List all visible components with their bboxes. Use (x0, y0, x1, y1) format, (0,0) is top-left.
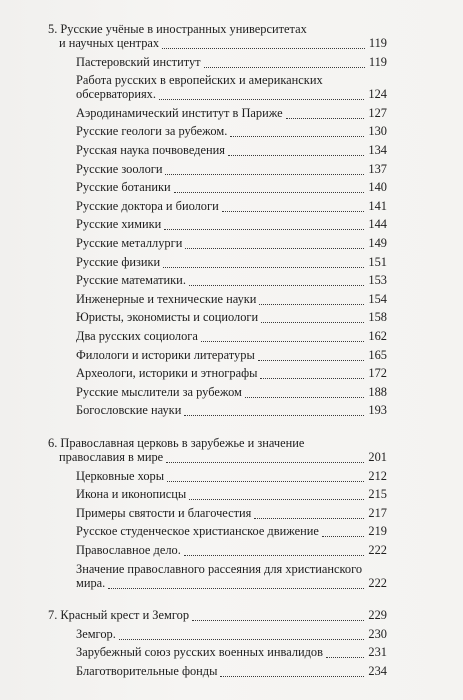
toc-line (0, 217, 463, 231)
toc-line (0, 645, 463, 659)
toc-entry-title: Юристы, экономисты и социологи (76, 310, 259, 325)
dot-leader (162, 48, 365, 49)
toc-subentry (0, 162, 463, 176)
dot-leader (189, 499, 364, 500)
toc-page-number: 165 (368, 347, 387, 362)
dot-leader (261, 322, 364, 323)
dot-leader (204, 67, 365, 68)
toc-page-number: 137 (368, 161, 387, 176)
toc-page-number: 217 (368, 505, 387, 520)
toc-page-number: 119 (368, 36, 387, 50)
toc-page-number: 158 (368, 310, 387, 325)
toc-subentry (0, 180, 463, 194)
toc-subentry (0, 292, 463, 306)
dot-leader (108, 588, 364, 589)
toc-line (0, 524, 463, 538)
dot-leader (119, 639, 364, 640)
toc-page-number: 153 (368, 273, 387, 288)
toc-entry-title: Русские химики (76, 217, 162, 232)
toc-page-number: 212 (368, 468, 387, 483)
toc-entry-title: Благотворительные фонды (76, 664, 218, 678)
toc-line (0, 469, 463, 483)
toc-subentry (0, 106, 463, 120)
toc-line (0, 143, 463, 157)
dot-leader (201, 341, 364, 342)
toc-line (0, 22, 463, 36)
toc-line (0, 55, 463, 69)
toc-page-number: 134 (368, 143, 387, 157)
dot-leader (222, 211, 364, 212)
toc-line (0, 562, 463, 576)
toc-subentry (0, 310, 463, 324)
toc-subentry (0, 73, 463, 101)
toc-page-number: 140 (368, 180, 387, 195)
dot-leader (192, 620, 364, 621)
toc-entry-title: 5. Русские учёные в иностранных университетах (48, 22, 307, 36)
dot-leader (159, 99, 364, 100)
toc-line (0, 627, 463, 641)
toc-subentry (0, 236, 463, 250)
toc-page-number: 127 (368, 105, 387, 120)
toc-entry-title: Русские физики (76, 254, 161, 269)
toc-line (0, 236, 463, 250)
toc-entry-title: 6. Православная церковь в зарубежье и значение (48, 436, 305, 450)
toc-entry-title: 7. Красный крест и Земгор (48, 608, 190, 623)
toc-page-number: 144 (368, 217, 387, 232)
toc-line (0, 199, 463, 213)
toc-entry-title: Зарубежный союз русских военных инвалидов (76, 645, 323, 660)
toc-entry-title: православия в мире (59, 450, 164, 464)
toc-entry-title: Значение православного рассеяния для христианского (76, 561, 363, 576)
dot-leader (286, 118, 364, 119)
toc-entry-title: Русские металлурги (76, 236, 183, 250)
toc-page-number: 229 (368, 608, 387, 623)
dot-leader (164, 229, 364, 230)
toc-entry-title: Русское студенческое христианское движение (76, 524, 319, 539)
toc-subentry (0, 199, 463, 213)
toc-entry-title: мира. (76, 575, 106, 590)
toc-subentry (0, 524, 463, 538)
toc-page-number: 201 (368, 450, 387, 464)
toc-entry-title: Пастеровский институт (76, 54, 201, 69)
dot-leader (230, 136, 364, 137)
dot-leader (322, 536, 364, 537)
dot-leader (326, 657, 364, 658)
toc-line (0, 450, 463, 464)
toc-page-number: 188 (368, 384, 387, 399)
dot-leader (167, 481, 364, 482)
toc-subentry (0, 627, 463, 641)
toc-page-number: 234 (368, 664, 387, 678)
toc-page-number: 215 (368, 487, 387, 502)
dot-leader (184, 555, 364, 556)
toc-page-number: 162 (368, 329, 387, 343)
toc-page-number: 149 (368, 236, 387, 250)
toc-page-number: 219 (368, 524, 387, 539)
toc-subentry (0, 562, 463, 590)
dot-leader (259, 304, 364, 305)
toc-subentry (0, 329, 463, 343)
toc-subentry (0, 645, 463, 659)
toc-subentry (0, 487, 463, 501)
dot-leader (174, 192, 364, 193)
toc-subentry (0, 403, 463, 417)
toc-line (0, 310, 463, 324)
toc-page-number: 222 (368, 543, 387, 557)
toc-section-entry (0, 22, 463, 50)
toc-subentry (0, 366, 463, 380)
dot-leader (228, 155, 364, 156)
toc-page-number: 130 (368, 124, 387, 139)
toc-line (0, 487, 463, 501)
toc-line (0, 664, 463, 678)
toc-entry-title: Инженерные и технические науки (76, 291, 257, 306)
toc-subentry (0, 55, 463, 69)
toc-subentry (0, 348, 463, 362)
toc-subentry (0, 255, 463, 269)
toc-subentry (0, 273, 463, 287)
toc-entry-title: Земгор. (76, 626, 116, 641)
toc-entry-title: Православное дело. (76, 543, 181, 557)
toc-line (0, 124, 463, 138)
toc-line (0, 608, 463, 622)
toc-line (0, 73, 463, 87)
toc-line (0, 385, 463, 399)
toc-page-number: 154 (368, 291, 387, 306)
toc-entry-title: Археологи, историки и этнографы (76, 366, 258, 381)
toc-page-number: 231 (368, 645, 387, 660)
dot-leader (245, 397, 364, 398)
toc-entry-title: Русская наука почвоведения (76, 143, 225, 157)
toc-subentry (0, 543, 463, 557)
toc-subentry (0, 506, 463, 520)
dot-leader (189, 285, 364, 286)
toc-entry-title: Церковные хоры (76, 468, 165, 483)
toc-line (0, 543, 463, 557)
toc-page-number: 151 (368, 254, 387, 269)
toc-line (0, 255, 463, 269)
toc-subentry (0, 124, 463, 138)
toc-entry-title: Русские мыслители за рубежом (76, 384, 242, 399)
toc-line (0, 106, 463, 120)
toc-entry-title: обсерваториях. (76, 87, 156, 102)
toc-entry-title: Аэродинамический институт в Париже (76, 105, 283, 120)
toc-entry-title: Русские доктора и биологи (76, 198, 219, 213)
toc-page-number: 141 (368, 198, 387, 213)
dot-leader (260, 378, 364, 379)
toc-section-entry (0, 608, 463, 622)
toc-line (0, 366, 463, 380)
dot-leader (165, 174, 364, 175)
toc-line (0, 292, 463, 306)
toc-subentry (0, 469, 463, 483)
dot-leader (254, 518, 364, 519)
toc-page-number: 119 (368, 54, 387, 69)
dot-leader (220, 676, 364, 677)
toc-entry-title: Работа русских в европейских и американских (76, 73, 323, 88)
toc-line (0, 162, 463, 176)
dot-leader (166, 462, 364, 463)
dot-leader (163, 267, 364, 268)
toc-subentry (0, 217, 463, 231)
toc-line (0, 273, 463, 287)
toc-entry-title: Икона и иконописцы (76, 487, 187, 502)
toc-page-number: 124 (368, 87, 387, 102)
toc-page-number: 230 (368, 626, 387, 641)
toc-entry-title: Богословские науки (76, 403, 182, 418)
toc-entry-title: Примеры святости и благочестия (76, 505, 252, 520)
toc-entry-title: Русские математики. (76, 273, 186, 288)
toc-subentry (0, 385, 463, 399)
toc-line (0, 348, 463, 362)
toc-line (0, 180, 463, 194)
toc-line (0, 436, 463, 450)
toc-entry-title: Два русских социолога (76, 329, 198, 343)
toc-line (0, 576, 463, 590)
toc-page-number: 193 (368, 403, 387, 418)
toc-entry-title: Русские геологи за рубежом. (76, 124, 228, 139)
toc-page-number: 222 (368, 575, 387, 590)
toc-page-number: 172 (368, 366, 387, 381)
toc-subentry (0, 664, 463, 678)
toc-entry-title: Русские ботаники (76, 180, 171, 195)
dot-leader (184, 415, 364, 416)
toc-line (0, 506, 463, 520)
toc-entry-title: Филологи и историки литературы (76, 347, 255, 362)
toc-line (0, 87, 463, 101)
toc-line (0, 403, 463, 417)
toc-line (0, 36, 463, 50)
dot-leader (258, 360, 364, 361)
toc-subentry (0, 143, 463, 157)
toc-entry-title: и научных центрах (59, 36, 160, 50)
dot-leader (185, 248, 364, 249)
toc-line (0, 329, 463, 343)
toc-entry-title: Русские зоологи (76, 161, 163, 176)
toc-section-entry (0, 436, 463, 464)
